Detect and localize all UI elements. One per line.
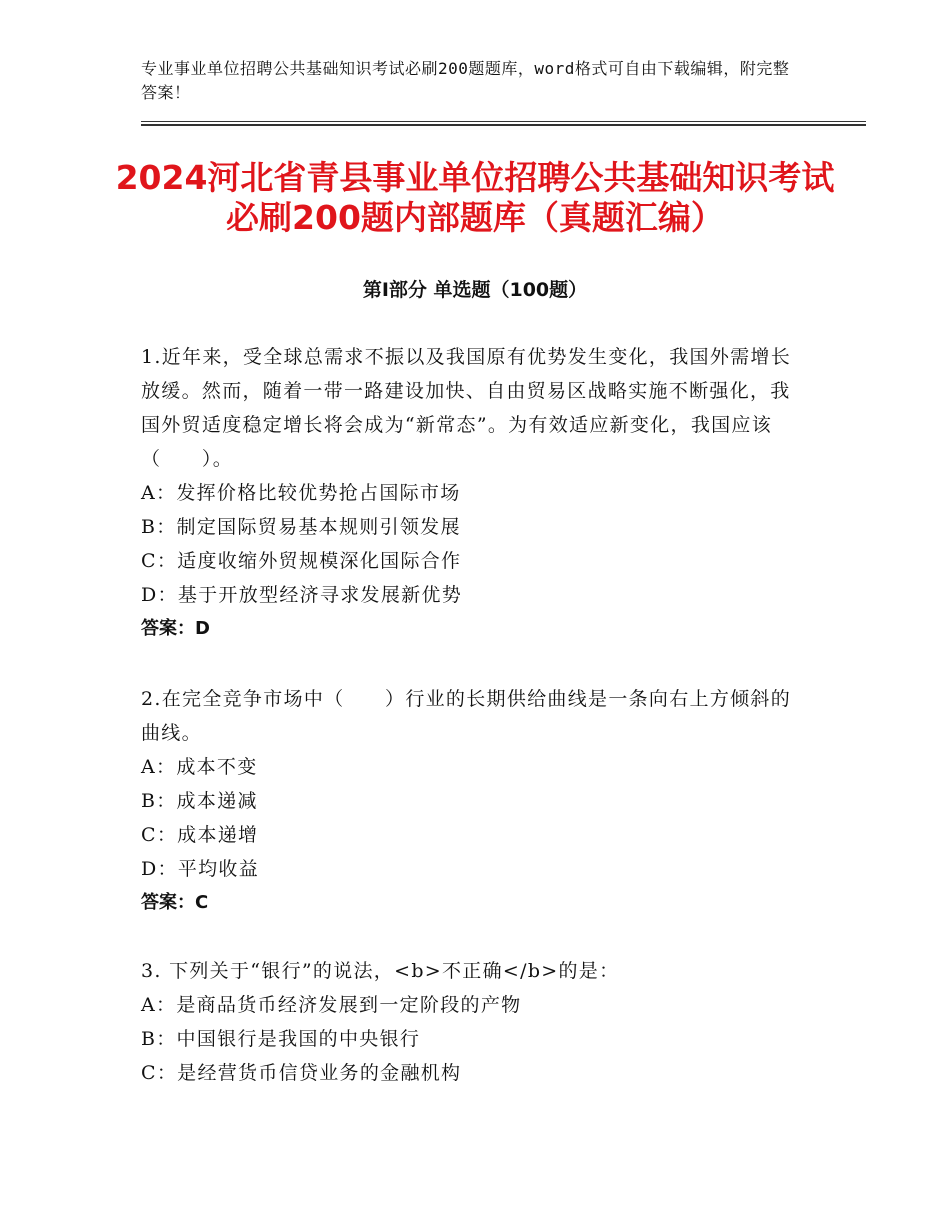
answer-line: 答案：C xyxy=(141,892,209,913)
option-c: C：是经营货币信贷业务的金融机构 xyxy=(141,1062,462,1084)
section-heading: 第Ⅰ部分 单选题（100题） xyxy=(362,279,588,301)
document-title: 2024河北省青县事业单位招聘公共基础知识考试必刷200题内部题库（真题汇编） xyxy=(115,158,835,237)
divider-line xyxy=(141,121,866,122)
option-b: B：中国银行是我国的中央银行 xyxy=(141,1028,421,1050)
option-d: D：平均收益 xyxy=(141,858,260,880)
divider-line-thick xyxy=(141,124,866,126)
question-3 xyxy=(141,954,801,1090)
option-c: C：成本递增 xyxy=(141,824,259,846)
option-b: B：制定国际贸易基本规则引领发展 xyxy=(141,516,461,538)
question-1 xyxy=(141,340,801,646)
option-c: C：适度收缩外贸规模深化国际合作 xyxy=(141,550,462,572)
question-2 xyxy=(141,682,801,920)
question-stem: 1.近年来，受全球总需求不振以及我国原有优势发生变化，我国外需增长放缓。然而，随着一带一路建设加快、自由贸易区战略实施不断强化，我国外贸适度稳定增长将会成为“新常态”。为有效适应新变化，我国应该（ ）。 xyxy=(141,346,792,470)
question-stem: 3. 下列关于“银行”的说法，<b>不正确</b>的是： xyxy=(141,960,620,982)
option-b: B：成本递减 xyxy=(141,790,258,812)
option-a: A：发挥价格比较优势抢占国际市场 xyxy=(141,482,461,504)
question-stem: 2.在完全竞争市场中（ ）行业的长期供给曲线是一条向右上方倾斜的曲线。 xyxy=(141,688,792,744)
option-a: A：是商品货币经济发展到一定阶段的产物 xyxy=(141,994,522,1016)
option-a: A：成本不变 xyxy=(141,756,258,778)
option-d: D：基于开放型经济寻求发展新优势 xyxy=(141,584,463,606)
answer-line: 答案：D xyxy=(141,618,210,639)
header-note: 专业事业单位招聘公共基础知识考试必刷200题题库，word格式可自由下载编辑，附完整答案！ xyxy=(141,59,790,102)
